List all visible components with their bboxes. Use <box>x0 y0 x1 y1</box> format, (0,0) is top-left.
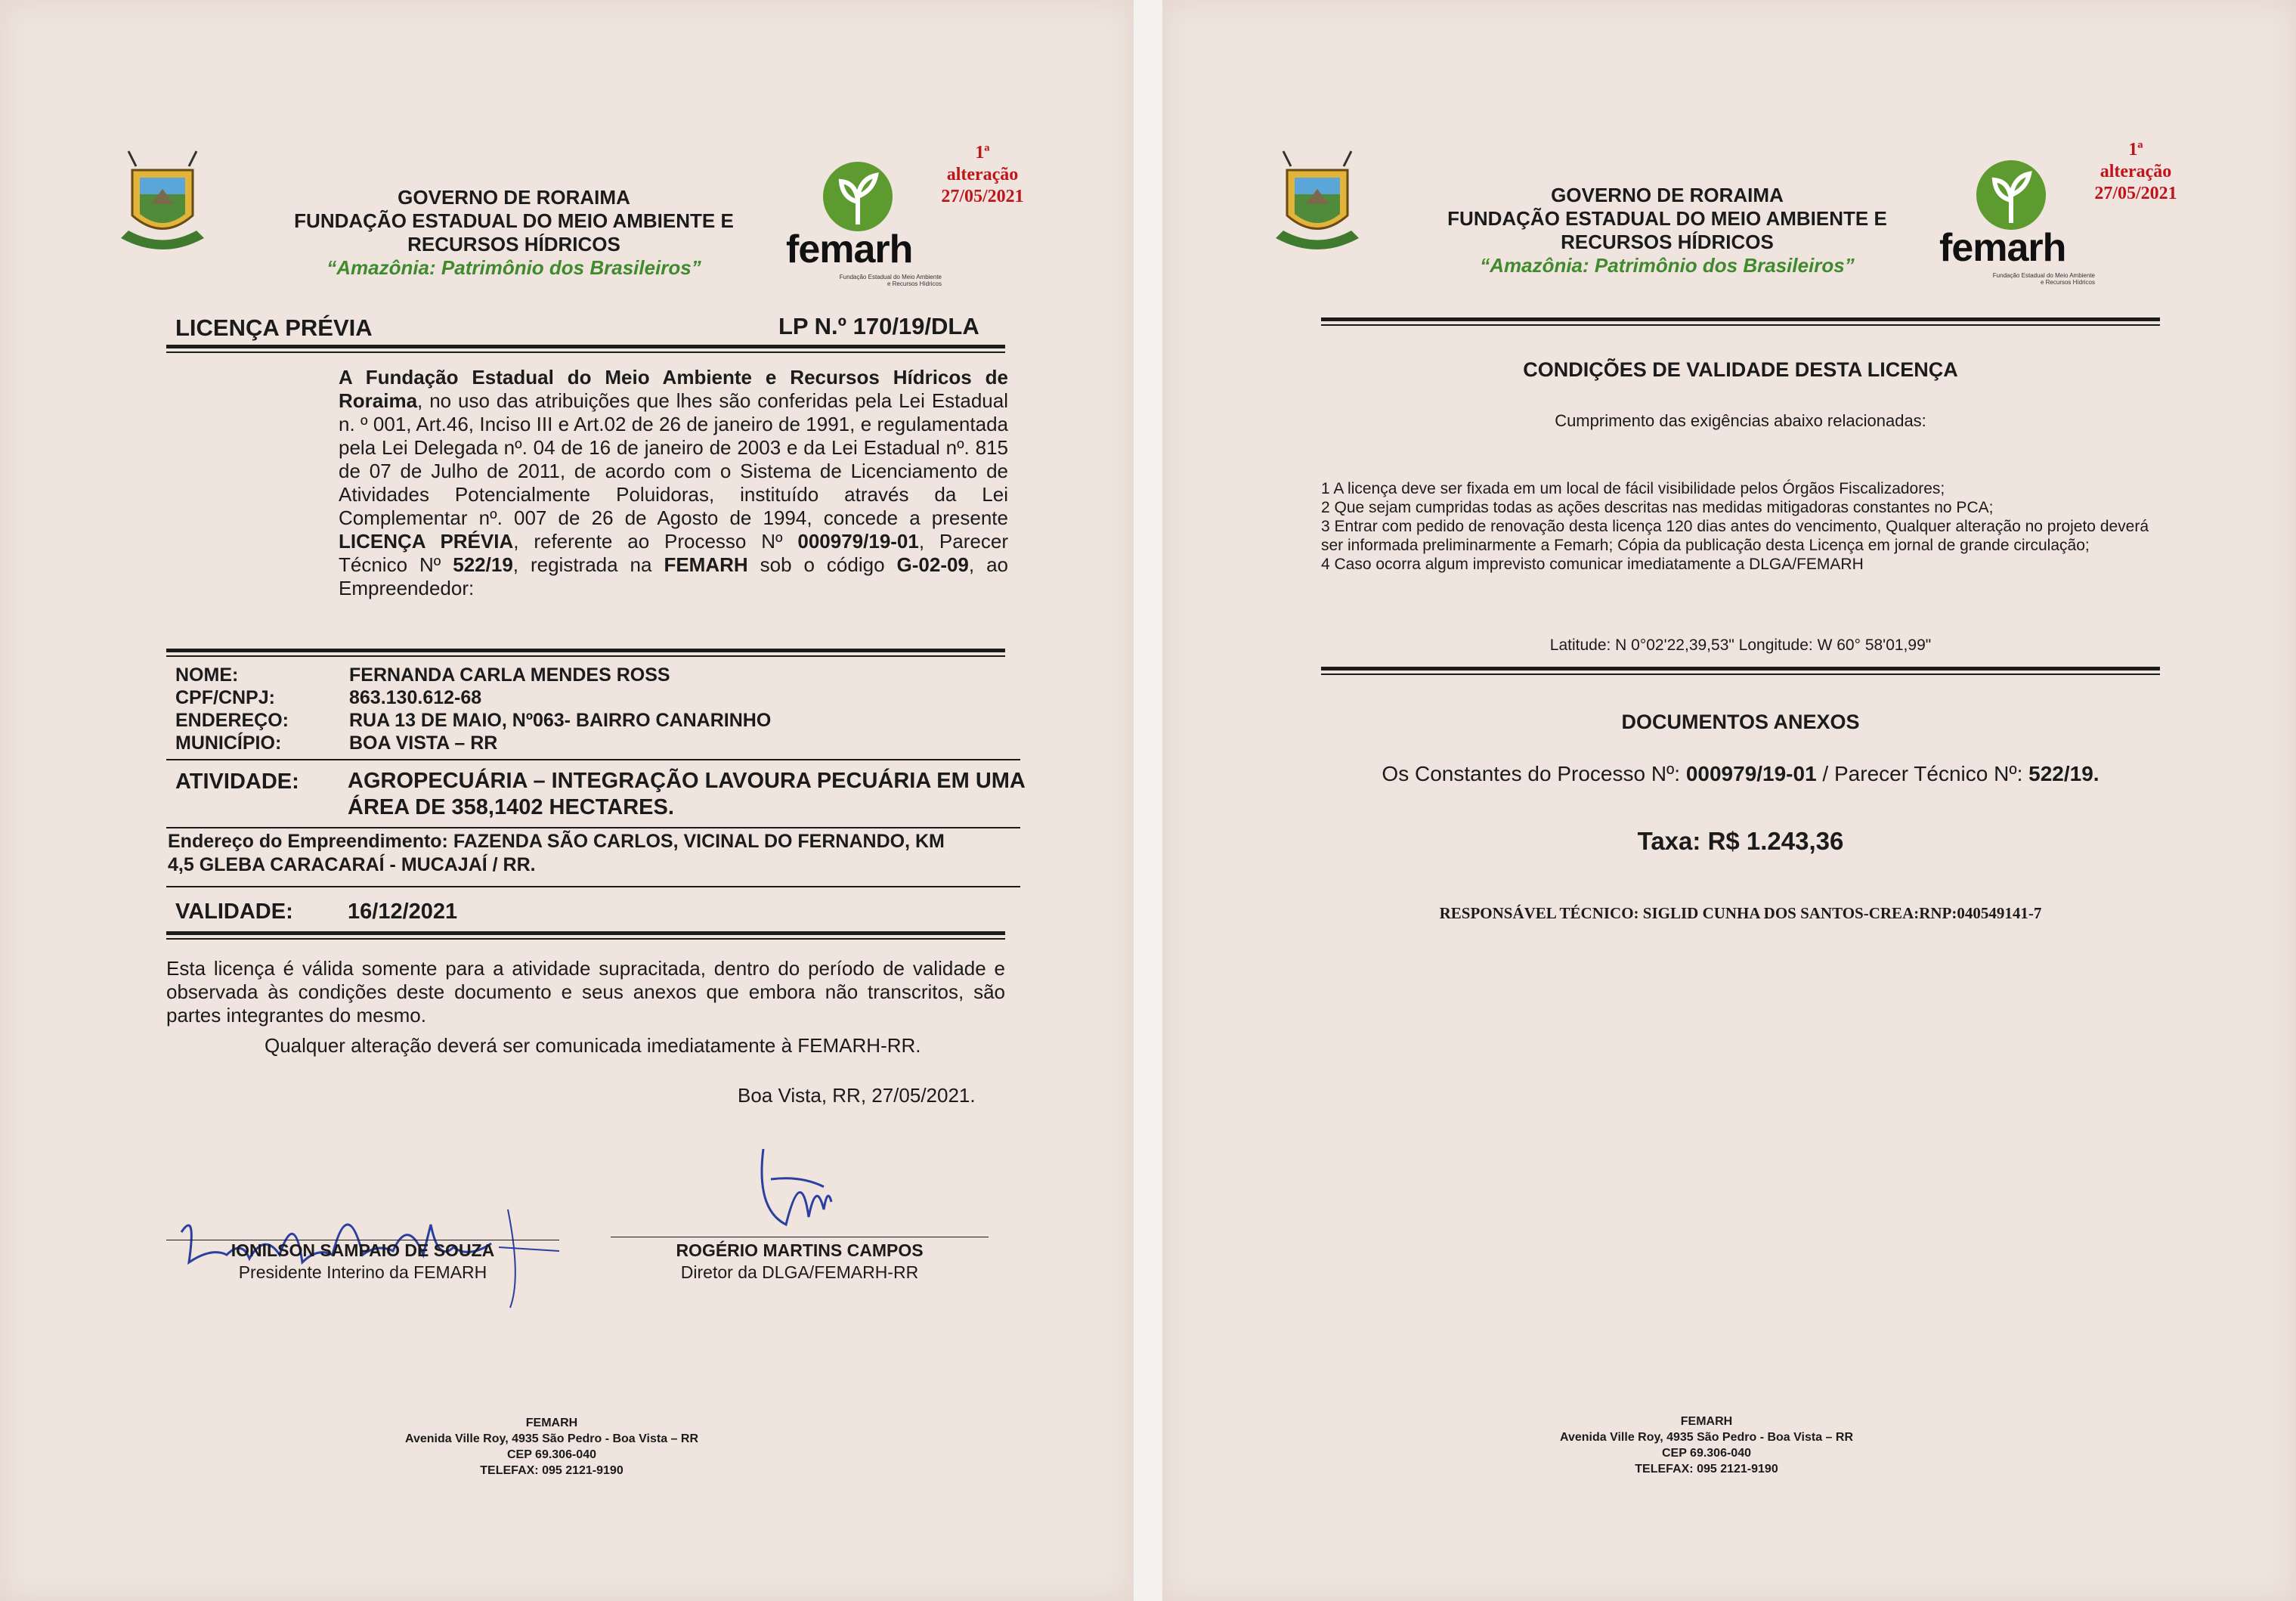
doc-type: LICENÇA PRÉVIA <box>175 314 373 341</box>
footer-org: FEMARH <box>525 1417 578 1429</box>
footer-address: Avenida Ville Roy, 4935 São Pedro - Boa Vista – RR <box>1560 1431 1853 1444</box>
header-gov: GOVERNO DE RORAIMA <box>398 186 630 209</box>
roraima-coat-of-arms <box>106 147 219 261</box>
femarh-logo <box>786 160 945 289</box>
femarh-subtitle-2: e Recursos Hídricos <box>2040 279 2095 286</box>
footer-cep: CEP 69.306-040 <box>1661 1447 1751 1460</box>
municipio-value: BOA VISTA – RR <box>349 732 498 754</box>
conditions-subtitle: Cumprimento das exigências abaixo relacionadas: <box>1555 411 1926 430</box>
intro-text6: , ao Empreendedor: <box>339 553 1009 599</box>
intro-text5: sob o código <box>747 553 897 576</box>
femarh-wordmark: femarh <box>1939 226 2066 270</box>
intro-code: G-02-09 <box>896 553 969 576</box>
footer <box>1480 1414 1933 1477</box>
femarh-logo <box>1939 159 2098 287</box>
femarh-subtitle-2: e Recursos Hídricos <box>887 280 942 287</box>
intro-paragraph <box>339 366 1008 600</box>
cpf-label: CPF/CNPJ: <box>175 687 275 708</box>
activity-top-rule <box>166 759 1020 760</box>
footer-org: FEMARH <box>1680 1415 1733 1428</box>
femarh-wordmark: femarh <box>786 228 913 271</box>
empreendimento-line1: Endereço do Empreendimento: FAZENDA SÃO CARLOS, VICINAL DO FERNANDO, KM <box>168 831 945 852</box>
annex-process: 000979/19-01 <box>1685 762 1817 785</box>
fee-value: R$ 1.243,36 <box>1707 827 1844 855</box>
annex-text-1: Os Constantes do Processo Nº: <box>1382 762 1686 785</box>
endereco-value: RUA 13 DE MAIO, Nº063- BAIRRO CANARINHO <box>349 710 772 731</box>
intro-text4: , registrada na <box>512 553 664 576</box>
closing-paragraph: Esta licença é válida somente para a atividade supracitada, dentro do período de validade e observada às condições deste documento e seus anexos que embora não transcritos, são partes integrantes do mesmo. <box>166 957 1005 1027</box>
intro-text2: , referente ao Processo Nº <box>513 530 798 553</box>
condition-item: 1 A licença deve ser fixada em um local de fácil visibilidade pelos Órgãos Fiscalizadores; <box>1321 480 1945 497</box>
nome-label: NOME: <box>175 664 239 686</box>
header-foundation-line1: FUNDAÇÃO ESTADUAL DO MEIO AMBIENTE E <box>294 209 734 232</box>
municipio-label: MUNICÍPIO: <box>175 732 282 754</box>
intro-org-name: A Fundação Estadual do Meio Ambiente e Recursos Hídricos de Roraima <box>339 366 1008 412</box>
validade-value: 16/12/2021 <box>348 900 458 924</box>
condition-item: 4 Caso ocorra algum imprevisto comunicar imediatamente a DLGA/FEMARH <box>1321 556 1864 573</box>
roraima-coat-of-arms <box>1261 147 1374 261</box>
responsible-technician: RESPONSÁVEL TÉCNICO: SIGLID CUNHA DOS SANTOS-CREA:RNP:040549141-7 <box>1439 904 2042 922</box>
title-rule <box>166 345 1005 353</box>
stamp-line1: 1ª <box>2128 140 2143 159</box>
sig1-name: IONILSON SAMPAIO DE SOUZA <box>231 1240 495 1260</box>
stamp-line1: 1ª <box>975 143 990 163</box>
footer-cep: CEP 69.306-040 <box>506 1448 596 1461</box>
amendment-stamp <box>2083 139 2189 205</box>
femarh-leaf-icon <box>820 160 896 232</box>
stamp-line2: alteração <box>2100 162 2172 181</box>
footer <box>325 1415 778 1479</box>
empreendimento-line2: 4,5 GLEBA CARACARAÍ - MUCAJAÍ / RR. <box>168 854 536 875</box>
footer-address: Avenida Ville Roy, 4935 São Pedro - Boa Vista – RR <box>405 1432 698 1445</box>
sig2-name: ROGÉRIO MARTINS CAMPOS <box>676 1240 924 1260</box>
header-motto: “Amazônia: Patrimônio dos Brasileiros” <box>1480 254 1855 277</box>
annex-parecer: 522/19. <box>2028 762 2100 785</box>
validity-top-rule <box>166 886 1020 887</box>
condition-item: 2 Que sejam cumpridas todas as ações descritas nas medidas mitigadoras constantes no PCA; <box>1321 499 1994 516</box>
intro-text3: , Parecer Técnico Nº <box>339 530 1008 576</box>
stamp-line2: alteração <box>946 165 1019 184</box>
conditions-page <box>1162 0 2296 1601</box>
condition-item: 3 Entrar com pedido de renovação desta licença 120 dias antes do vencimento, Qualquer alteração no projeto deverá ser informada preliminarmente a Femarh; Cópia da publicação desta Licença em jornal de grande circulação; <box>1321 518 2149 554</box>
femarh-leaf-icon <box>1973 159 2049 231</box>
header-foundation-line2: RECURSOS HÍDRICOS <box>1561 231 1774 253</box>
atividade-label: ATIVIDADE: <box>175 770 299 794</box>
sig2-role: Diretor da DLGA/FEMARH-RR <box>680 1262 919 1282</box>
footer-phone: TELEFAX: 095 2121-9190 <box>480 1464 624 1477</box>
cpf-value: 863.130.612-68 <box>349 687 482 708</box>
entrepreneur-fields <box>175 664 289 754</box>
annexes-text <box>1321 762 2160 786</box>
endereco-label: ENDEREÇO: <box>175 710 289 731</box>
intro-femarh: FEMARH <box>664 553 748 576</box>
fee <box>1321 827 2160 856</box>
atividade-line2: ÁREA DE 358,1402 HECTARES. <box>348 795 674 819</box>
atividade-line1: AGROPECUÁRIA – INTEGRAÇÃO LAVOURA PECUÁRIA EM UMA <box>348 769 1026 793</box>
place-date: Boa Vista, RR, 27/05/2021. <box>738 1084 976 1107</box>
activity-bottom-rule <box>166 827 1020 828</box>
conditions-list <box>1321 479 2152 574</box>
annexes-title: DOCUMENTOS ANEXOS <box>1621 711 1860 733</box>
annex-text-2: / Parecer Técnico Nº: <box>1816 762 2029 785</box>
header-foundation-line1: FUNDAÇÃO ESTADUAL DO MEIO AMBIENTE E <box>1447 207 1887 230</box>
doc-number: LP N.º 170/19/DLA <box>778 313 979 339</box>
annexes-top-rule <box>1321 667 2160 675</box>
fee-label: Taxa: <box>1637 827 1708 855</box>
femarh-subtitle-1: Fundação Estadual do Meio Ambiente <box>1992 272 2095 279</box>
header-motto: “Amazônia: Patrimônio dos Brasileiros” <box>326 256 701 279</box>
intro-license: LICENÇA PRÉVIA <box>339 530 514 553</box>
amendment-stamp <box>930 142 1035 208</box>
conditions-top-rule <box>1321 317 2160 326</box>
validade-label: VALIDADE: <box>175 900 293 924</box>
intro-parecer: 522/19 <box>453 553 513 576</box>
intro-text1: , no uso das atribuições que lhes são conferidas pela Lei Estadual n. º 001, Art.46, Inciso III e Art.02 de 26 de janeiro de 1991, e regulamentada pela Lei Delegada nº. 04 de 16 de janeiro de 2003 e da Lei Estadual nº. 815 de 07 de Julho de 2011, de acordo com o Sistema de Licenciamento de Atividades Potencialmente Poluidoras, instituído através da Lei Complementar nº. 007 de 26 de Agosto de 1994, concede a presente <box>339 389 1008 529</box>
closing-notice: Qualquer alteração deverá ser comunicada imediatamente à FEMARH-RR. <box>265 1034 921 1057</box>
header-foundation-line2: RECURSOS HÍDRICOS <box>407 233 620 255</box>
fields-top-rule <box>166 649 1005 657</box>
footer-phone: TELEFAX: 095 2121-9190 <box>1635 1463 1778 1476</box>
femarh-subtitle-1: Fundação Estadual do Meio Ambiente <box>839 274 942 280</box>
nome-value: FERNANDA CARLA MENDES ROSS <box>349 664 670 686</box>
stamp-line3: 27/05/2021 <box>941 187 1024 206</box>
header-gov: GOVERNO DE RORAIMA <box>1551 184 1784 206</box>
intro-process: 000979/19-01 <box>797 530 919 553</box>
license-page <box>0 0 1134 1601</box>
validity-bottom-rule <box>166 931 1005 940</box>
conditions-title: CONDIÇÕES DE VALIDADE DESTA LICENÇA <box>1523 358 1958 381</box>
coordinates: Latitude: N 0°02'22,39,53" Longitude: W 60° 58'01,99" <box>1549 636 1932 654</box>
stamp-line3: 27/05/2021 <box>2094 184 2177 203</box>
sig1-role: Presidente Interino da FEMARH <box>238 1262 487 1282</box>
